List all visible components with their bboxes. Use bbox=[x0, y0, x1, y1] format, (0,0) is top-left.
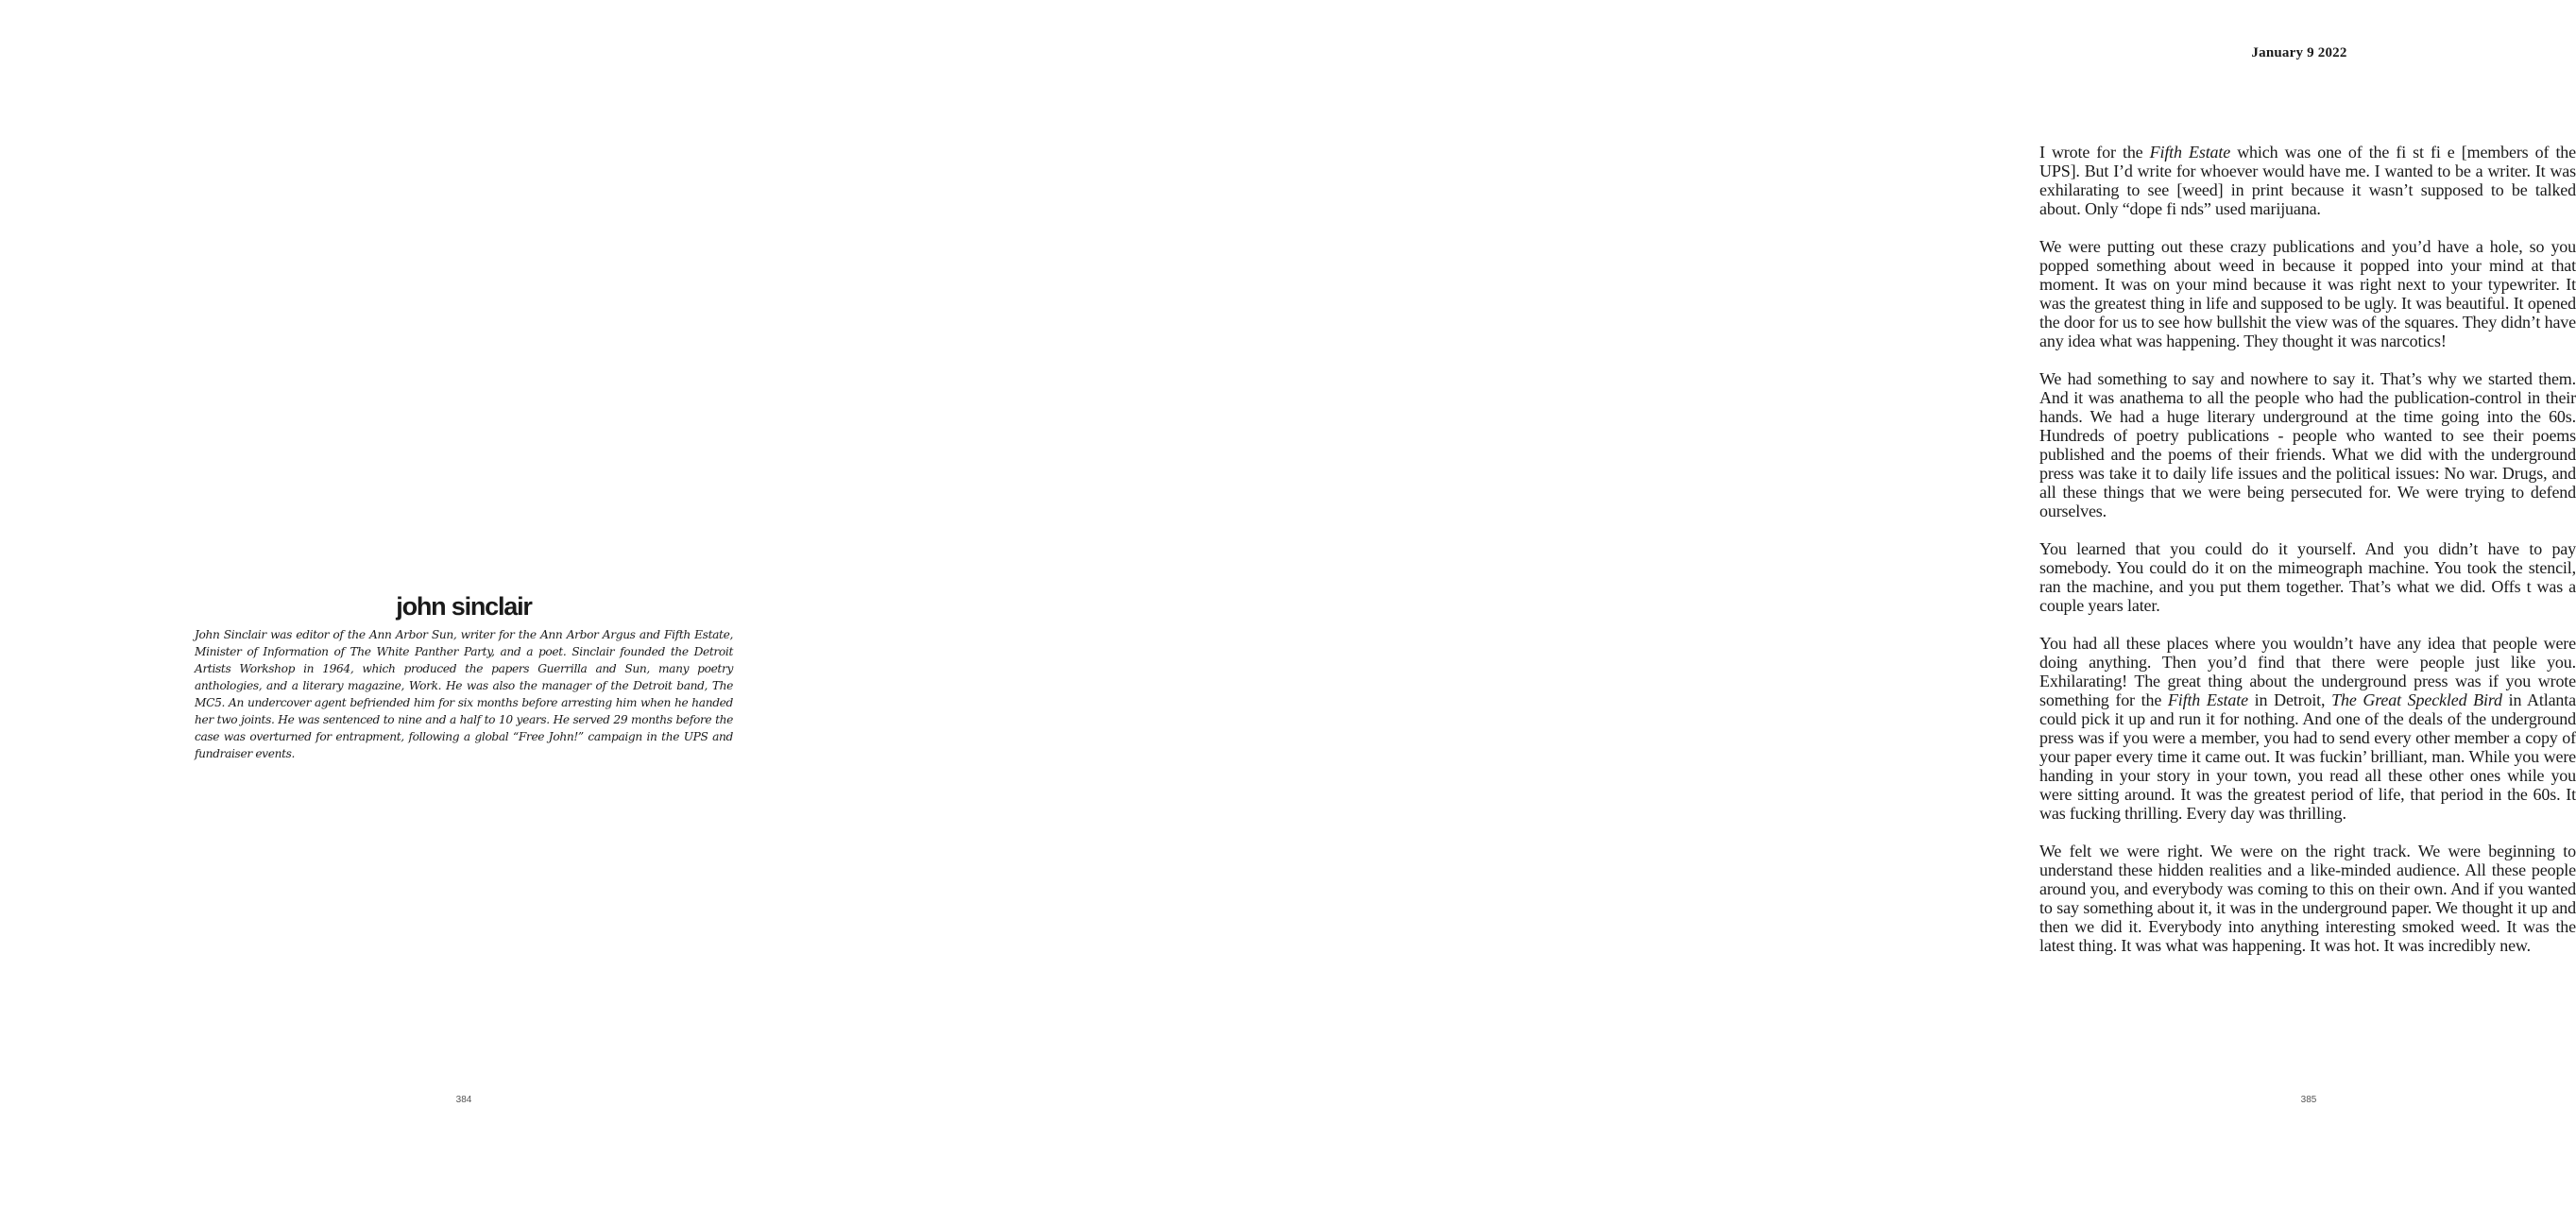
paragraph-3: We had something to say and nowhere to say it. That’s why we started them. And it was anathema to all the people who had the publication-control in their hands. We had a huge literary underground at the time going into the 60s. Hundreds of poetry publications - people who wanted to see their poems published and the poems of their friends. What we did with the underground press was take it to daily life issues and the political issues: No war. Drugs, and all these things that we were being persecuted for. We were trying to defend ourselves. bbox=[2039, 369, 2576, 520]
publication-title: The Great Speckled Bird bbox=[2331, 690, 2502, 709]
page-number-left: 384 bbox=[455, 1095, 472, 1105]
paragraph-6: We felt we were right. We were on the right track. We were beginning to understand these hidden realities and a like-minded audience. All these people around you, and everybody was coming to this on their own. And if you wanted to say something about it, it was in the underground paper. We thought it up and then we did it. Everybody into anything interesting smoked weed. It was the latest thing. It was what was happening. It was hot. It was incredibly new. bbox=[2039, 842, 2576, 955]
left-page bbox=[0, 0, 919, 1209]
publication-title: Fifth Estate bbox=[2167, 690, 2248, 709]
date-running-head: January 9 2022 bbox=[2251, 45, 2347, 60]
paragraph-4: You learned that you could do it yourself. And you didn’t have to pay somebody. You could do it on the mimeograph machine. You took the stencil, ran the machine, and you put them together. That’s what we did. Offs t was a couple years later. bbox=[2039, 539, 2576, 615]
paragraph-5: You had all these places where you wouldn’t have any idea that people were doing anything. Then you’d find that there were people just like you. Exhilarating! The great thing about the underground press was if you wrote something for the Fifth Estate in Detroit, The Great Speckled Bird in Atlanta could pick it up and run it for nothing. And one of the deals of the underground press was if you were a member, you had to send every other member a copy of your paper every time it came out. It was fuckin’ brilliant, man. While you were handing in your story in your town, you read all these other ones while you were sitting around. It was the greatest period of life, that period in the 60s. It was fucking thrilling. Every day was thrilling. bbox=[2039, 634, 2576, 823]
interview-text-column bbox=[2039, 143, 2576, 974]
page-number-right: 385 bbox=[2300, 1095, 2317, 1105]
paragraph-1: I wrote for the Fifth Estate which was one of the fi st fi e [members of the UPS]. But I’d write for whoever would have me. I wanted to be a writer. It was exhilarating to see [weed] in print because it wasn’t supposed to be talked about. Only “dope fi nds” used marijuana. bbox=[2039, 143, 2576, 218]
paragraph-2: We were putting out these crazy publications and you’d have a hole, so you popped something about weed in because it popped into your mind at that moment. It was on your mind because it was right next to your typewriter. It was the greatest thing in life and supposed to be ugly. It was beautiful. It opened the door for us to see how bullshit the view was of the squares. They didn’t have any idea what was happening. They thought it was narcotics! bbox=[2039, 237, 2576, 350]
publication-title: Fifth Estate bbox=[2149, 143, 2231, 162]
person-name-heading: john sinclair bbox=[396, 592, 532, 621]
right-page bbox=[919, 0, 2576, 1209]
bio-paragraph: John Sinclair was editor of the Ann Arbor Sun, writer for the Ann Arbor Argus and Fifth Estate, Minister of Information of The White Panther Party, and a poet. Sinclair founded the Detroit Artists Workshop in 1964, which produced the papers Guerrilla and Sun, many poetry anthologies, and a literary magazine, Work. He was also the manager of the Detroit band, The MC5. An undercover agent befriended him for six months before arresting him when he handed her two joints. He was sentenced to nine and a half to 10 years. He served 29 months before the case was overturned for entrapment, following a global “Free John!” campaign in the UPS and fundraiser events. bbox=[195, 628, 733, 760]
